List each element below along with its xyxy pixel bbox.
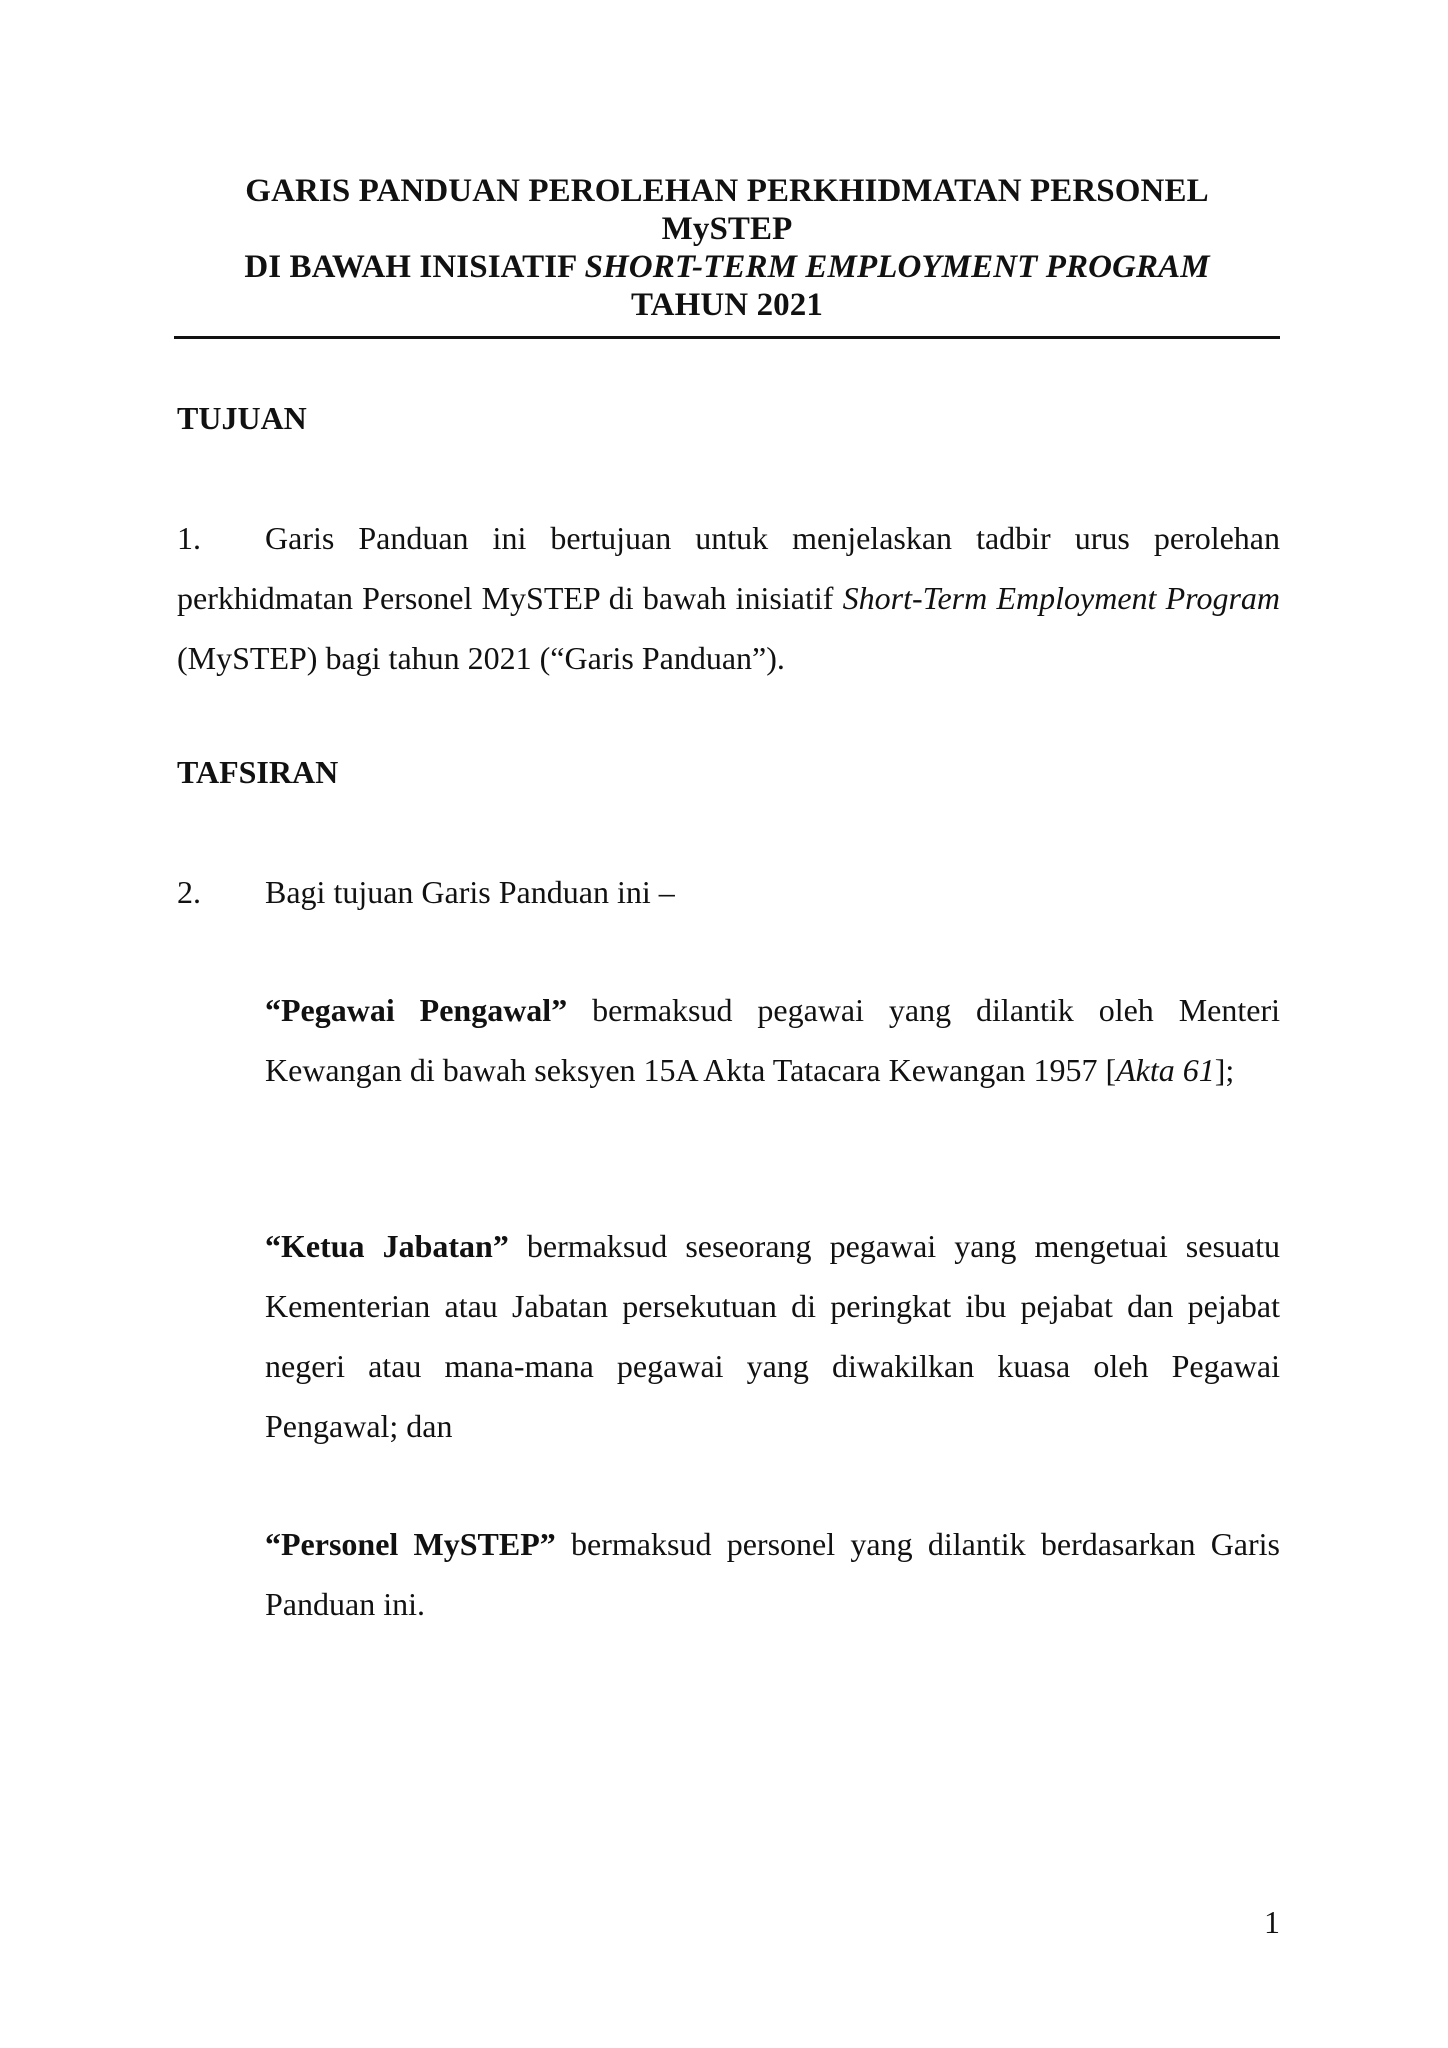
paragraph-1-text-b: (MySTEP) bagi tahun 2021 (“Garis Panduan”). xyxy=(177,640,785,676)
title-line-3-italic: SHORT-TERM EMPLOYMENT PROGRAM xyxy=(584,249,1210,285)
definition-personel-mystep xyxy=(265,1514,1280,1634)
section-heading-tujuan: TUJUAN xyxy=(177,400,307,436)
paragraph-1 xyxy=(177,508,1280,688)
definition-term: “Pegawai Pengawal” xyxy=(265,992,568,1028)
title-divider xyxy=(174,336,1280,339)
definition-term: “Personel MySTEP” xyxy=(265,1526,556,1562)
definition-text: bermaksud seseorang pegawai yang mengetuai sesuatu Kementerian atau Jabatan persekutuan di peringkat ibu pejabat dan pejabat negeri atau mana-mana pegawai yang diwakilkan kuasa oleh Pegawai Pengawal; dan xyxy=(265,1228,1280,1444)
paragraph-number-1: 1. xyxy=(177,520,201,556)
title-line-4: TAHUN 2021 xyxy=(631,287,823,323)
title-line-1: GARIS PANDUAN PEROLEHAN PERKHIDMATAN PERSONEL xyxy=(245,173,1209,209)
definition-text: bermaksud personel yang dilantik berdasarkan Garis Panduan ini. xyxy=(265,1526,1281,1622)
definition-italic: Akta 61 xyxy=(1116,1052,1215,1088)
title-line-3-prefix: DI BAWAH INISIATIF xyxy=(244,249,585,285)
title-line-3 xyxy=(174,248,1280,286)
document-title xyxy=(174,172,1280,324)
title-line-2: MySTEP xyxy=(661,211,793,247)
definition-text-end: ]; xyxy=(1214,1052,1235,1088)
definition-text: bermaksud pegawai yang dilantik oleh Menteri Kewangan di bawah seksyen 15A Akta Tatacara Kewangan 1957 [ xyxy=(265,992,1281,1088)
section-heading-tafsiran: TAFSIRAN xyxy=(177,754,339,790)
definition-ketua-jabatan xyxy=(265,1216,1280,1456)
page-number: 1 xyxy=(1264,1904,1280,1940)
paragraph-number-2: 2. xyxy=(177,874,201,910)
definition-term: “Ketua Jabatan” xyxy=(265,1228,509,1264)
paragraph-1-italic: Short-Term Employment Program xyxy=(842,580,1281,616)
paragraph-1-text-a: Garis Panduan ini bertujuan untuk menjelaskan tadbir urus perolehan perkhidmatan Personel MySTEP di bawah inisiatif xyxy=(177,520,1280,616)
paragraph-2-intro: Bagi tujuan Garis Panduan ini – xyxy=(265,874,675,910)
definition-pegawai-pengawal xyxy=(265,980,1280,1100)
